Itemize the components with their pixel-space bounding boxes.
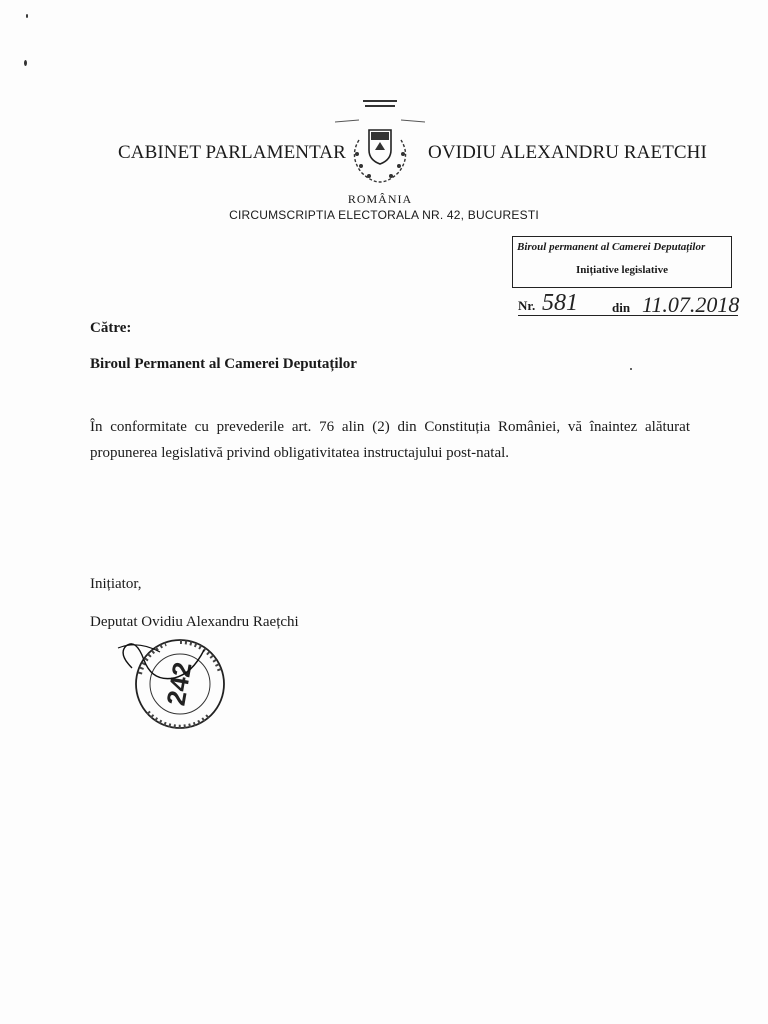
signer-name: Deputat Ovidiu Alexandru Raețchi: [90, 614, 299, 630]
recipient: Biroul Permanent al Camerei Deputaților: [90, 356, 357, 372]
seal-number: 242: [160, 659, 198, 708]
romanian-coat-of-arms-icon: [335, 96, 425, 196]
registry-underline: [518, 315, 738, 316]
registry-stamp-department: Inițiative legislative: [576, 264, 668, 276]
scan-speck: [630, 368, 632, 370]
to-label: Către:: [90, 320, 132, 336]
scan-speck: [24, 60, 27, 66]
initiator-label: Inițiator,: [90, 576, 142, 592]
registry-date-value: 11.07.2018: [642, 292, 740, 317]
cabinet-title: CABINET PARLAMENTAR: [118, 142, 346, 163]
constituency-line: CIRCUMSCRIPTIA ELECTORALA NR. 42, BUCURESTI: [229, 208, 539, 222]
deputy-name-title: OVIDIU ALEXANDRU RAETCHI: [428, 142, 707, 163]
registry-date-label: din: [612, 300, 631, 315]
registry-stamp: [512, 236, 732, 288]
scan-speck: [26, 14, 28, 18]
country-label: ROMÂNIA: [347, 192, 413, 206]
letter-body: În conformitate cu prevederile art. 76 alin (2) din Constituția României, vă înaintez alăturat propunerea legislativă privind obligativitatea instructajului post-natal.: [90, 419, 690, 461]
registry-number-value: 581: [542, 290, 578, 316]
parliament-seal-icon: [112, 628, 232, 732]
registry-stamp-office: Biroul permanent al Camerei Deputaților: [517, 241, 706, 253]
registry-number-label: Nr.: [518, 298, 536, 313]
